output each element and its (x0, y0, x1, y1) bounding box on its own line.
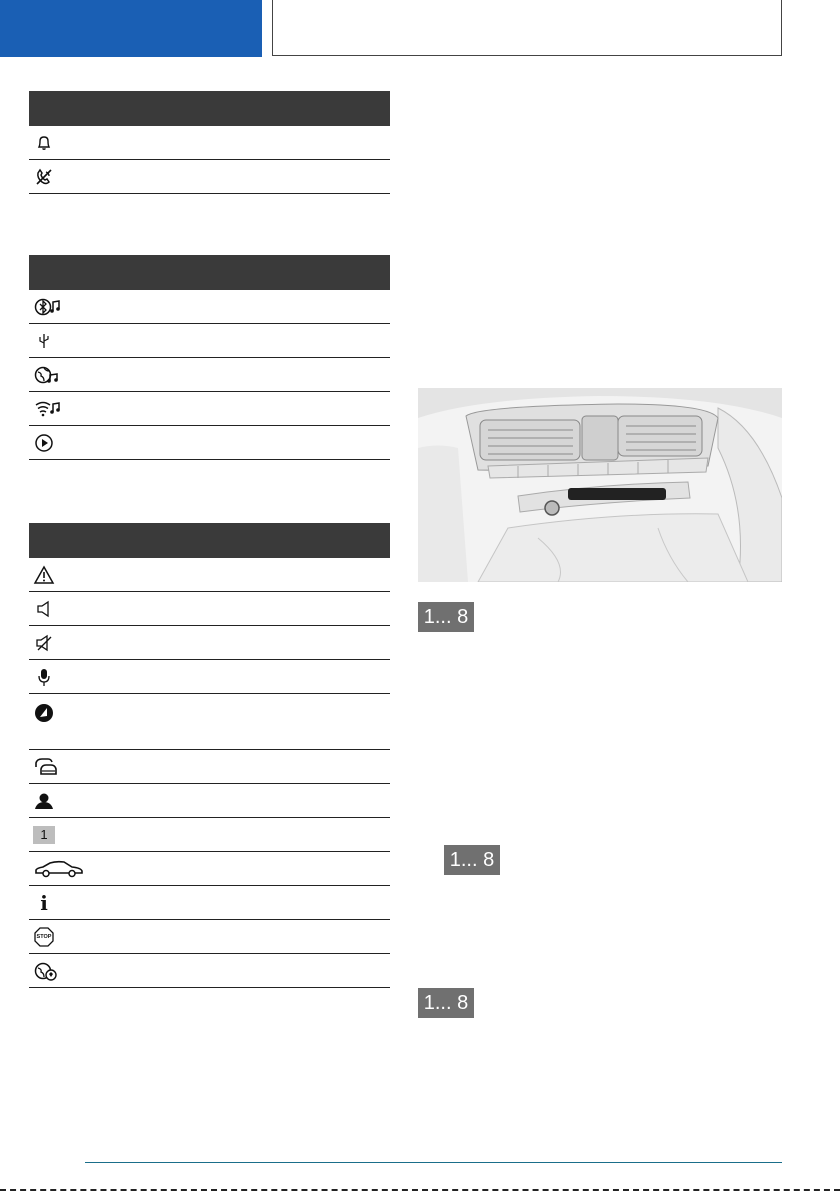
table-row (29, 660, 390, 694)
table-row (29, 426, 390, 460)
bell-icon (33, 132, 55, 154)
footer-rule (85, 1162, 782, 1163)
page-cut-line (0, 1189, 840, 1191)
table-row (29, 626, 390, 660)
bluetooth-audio-icon (33, 296, 63, 318)
cars-ahead-icon (33, 756, 59, 778)
stop-sign-label: STOP (36, 933, 52, 940)
header-box (272, 0, 782, 56)
table-row (29, 126, 390, 160)
table-row (29, 818, 390, 852)
symbol-table-3 (29, 523, 390, 988)
table-row (29, 160, 390, 194)
button-range-badge: 1... 8 (418, 602, 474, 632)
online-shield-icon (33, 960, 59, 982)
button-range-badge: 1... 8 (444, 845, 500, 875)
info-icon (33, 892, 55, 914)
dashboard-illustration (418, 388, 782, 582)
number-key-label: 1 (33, 826, 55, 844)
table-row (29, 290, 390, 324)
table-row (29, 920, 390, 954)
wifi-audio-icon (33, 398, 63, 420)
stop-sign-icon (33, 926, 55, 948)
number-one-key-icon (33, 824, 55, 846)
person-icon (33, 790, 55, 812)
microphone-icon (33, 666, 55, 688)
table-row (29, 886, 390, 920)
navigation-arrow-icon (33, 702, 55, 724)
warning-triangle-icon (33, 564, 55, 586)
table-header (29, 255, 390, 290)
table-row (29, 750, 390, 784)
table-header (29, 523, 390, 558)
table-row (29, 392, 390, 426)
speaker-icon (33, 598, 55, 620)
table-header (29, 91, 390, 126)
car-icon (33, 858, 85, 880)
crossed-phone-icon (33, 166, 55, 188)
chapter-tab (0, 0, 262, 57)
online-music-icon (33, 364, 63, 386)
speaker-muted-icon (33, 632, 55, 654)
table-row (29, 324, 390, 358)
table-row (29, 592, 390, 626)
table-row (29, 954, 390, 988)
table-row (29, 852, 390, 886)
table-row (29, 694, 390, 750)
info-label: i (40, 890, 48, 915)
symbol-table-1 (29, 91, 390, 194)
symbol-table-2 (29, 255, 390, 460)
table-row (29, 784, 390, 818)
table-row (29, 358, 390, 392)
button-range-badge: 1... 8 (418, 988, 474, 1018)
table-row (29, 558, 390, 592)
usb-icon (33, 330, 55, 352)
play-icon (33, 432, 55, 454)
